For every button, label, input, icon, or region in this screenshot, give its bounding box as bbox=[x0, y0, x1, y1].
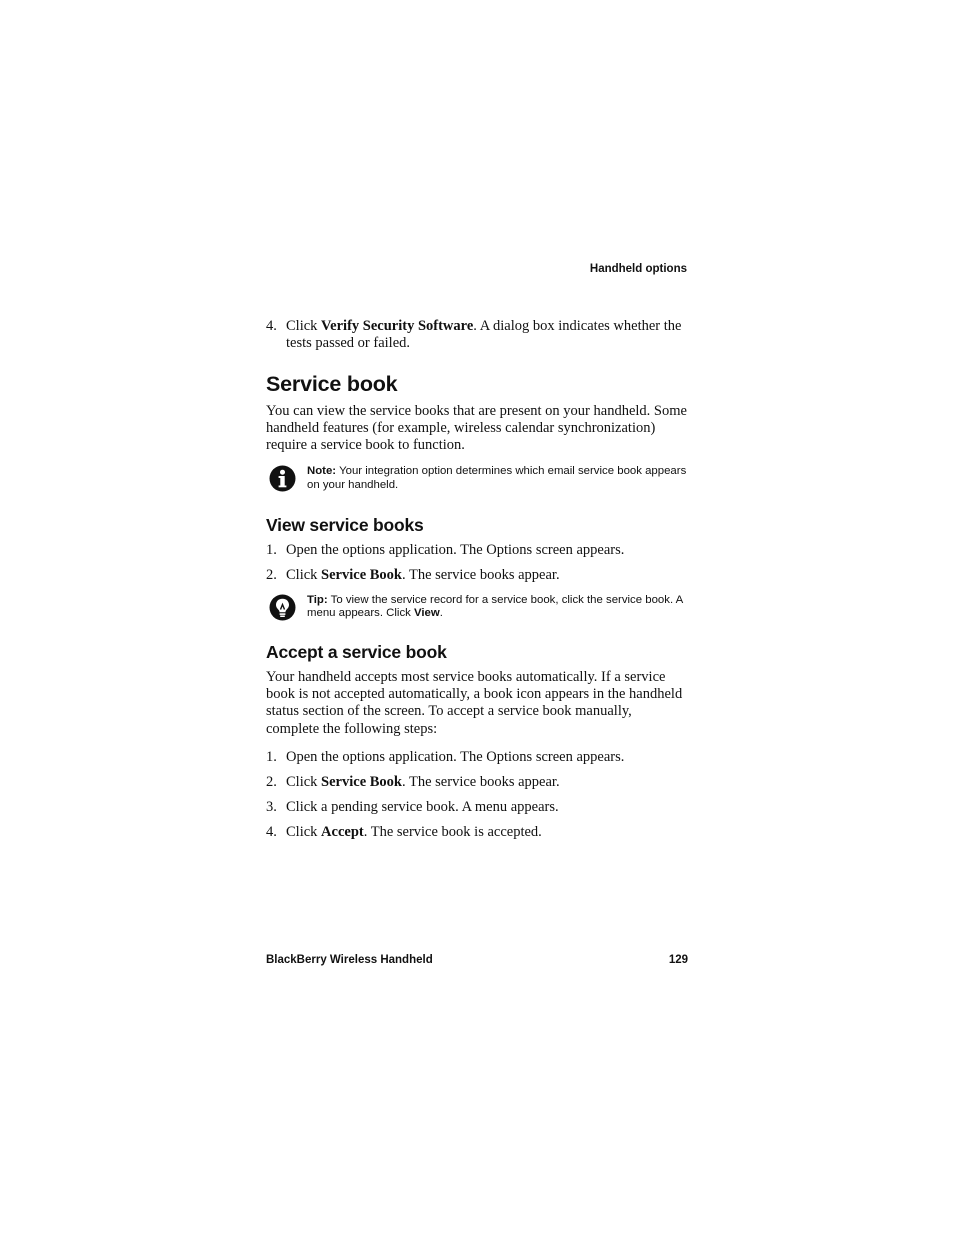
step-number: 1. bbox=[266, 542, 277, 559]
step-text: . The service books appear. bbox=[402, 567, 560, 584]
step-text: . The service book is accepted. bbox=[363, 823, 542, 840]
list-item bbox=[266, 749, 688, 766]
step-text: . A dialog box indicates whether the tests passed or failed. bbox=[286, 318, 682, 352]
section-title-view-service-books: View service books bbox=[266, 515, 424, 536]
step-number: 1. bbox=[266, 748, 277, 765]
step-text: Click bbox=[286, 773, 322, 790]
intro-step bbox=[266, 318, 688, 353]
section-title-accept-service-book: Accept a service book bbox=[266, 641, 447, 662]
accept-paragraph: Your handheld accepts most service books automatically. If a service book is not accepted automatically, a book icon appears in the handheld status section of the screen. To accept a service book manually, complete the following steps: bbox=[266, 668, 683, 737]
footer-product-name: BlackBerry Wireless Handheld bbox=[266, 954, 433, 966]
step-text: Click bbox=[286, 567, 322, 584]
note-text: Your integration option determines which email service book appears on your handheld. bbox=[307, 465, 687, 492]
step-number: 3. bbox=[266, 798, 277, 815]
service-book-paragraph: You can view the service books that are present on your handheld. Some handheld features (for example, wireless calendar synchronization) require a service book to function. bbox=[266, 402, 687, 454]
list-item bbox=[266, 824, 688, 841]
step-number: 2. bbox=[266, 567, 277, 584]
step-bold-text: Accept bbox=[321, 823, 364, 840]
section-title-service-book: Service book bbox=[266, 371, 398, 396]
list-item bbox=[266, 542, 688, 559]
step-number: 4. bbox=[266, 823, 277, 840]
step-number: 4. bbox=[266, 318, 277, 334]
lightbulb-icon bbox=[269, 594, 296, 621]
tip-bold-text: View bbox=[414, 607, 440, 620]
tip-text: To view the service record for a service book, click the service book. A menu appears. Click bbox=[307, 593, 683, 620]
note-callout bbox=[266, 465, 688, 495]
step-bold-text: Verify Security Software bbox=[321, 318, 474, 334]
tip-text: . bbox=[439, 607, 443, 620]
list-item bbox=[266, 799, 688, 816]
list-item bbox=[266, 774, 688, 791]
step-number: 2. bbox=[266, 773, 277, 790]
tip-callout bbox=[266, 594, 688, 624]
page-content bbox=[266, 318, 688, 849]
step-text: Open the options application. The Options screen appears. bbox=[286, 542, 625, 559]
info-icon bbox=[269, 465, 296, 492]
step-text: . The service books appear. bbox=[402, 773, 560, 790]
list-item bbox=[266, 567, 688, 584]
running-header: Handheld options bbox=[589, 263, 687, 275]
step-text: Click a pending service book. A menu appears. bbox=[286, 798, 559, 815]
step-text: Open the options application. The Options screen appears. bbox=[286, 748, 625, 765]
page-number: 129 bbox=[668, 954, 688, 966]
step-bold-text: Service Book bbox=[321, 773, 402, 790]
step-bold-text: Service Book bbox=[321, 567, 402, 584]
tip-label: Tip: bbox=[307, 593, 328, 606]
running-footer bbox=[266, 954, 688, 966]
step-text: Click bbox=[286, 318, 322, 334]
note-label: Note: bbox=[307, 465, 337, 478]
step-text: Click bbox=[286, 823, 322, 840]
